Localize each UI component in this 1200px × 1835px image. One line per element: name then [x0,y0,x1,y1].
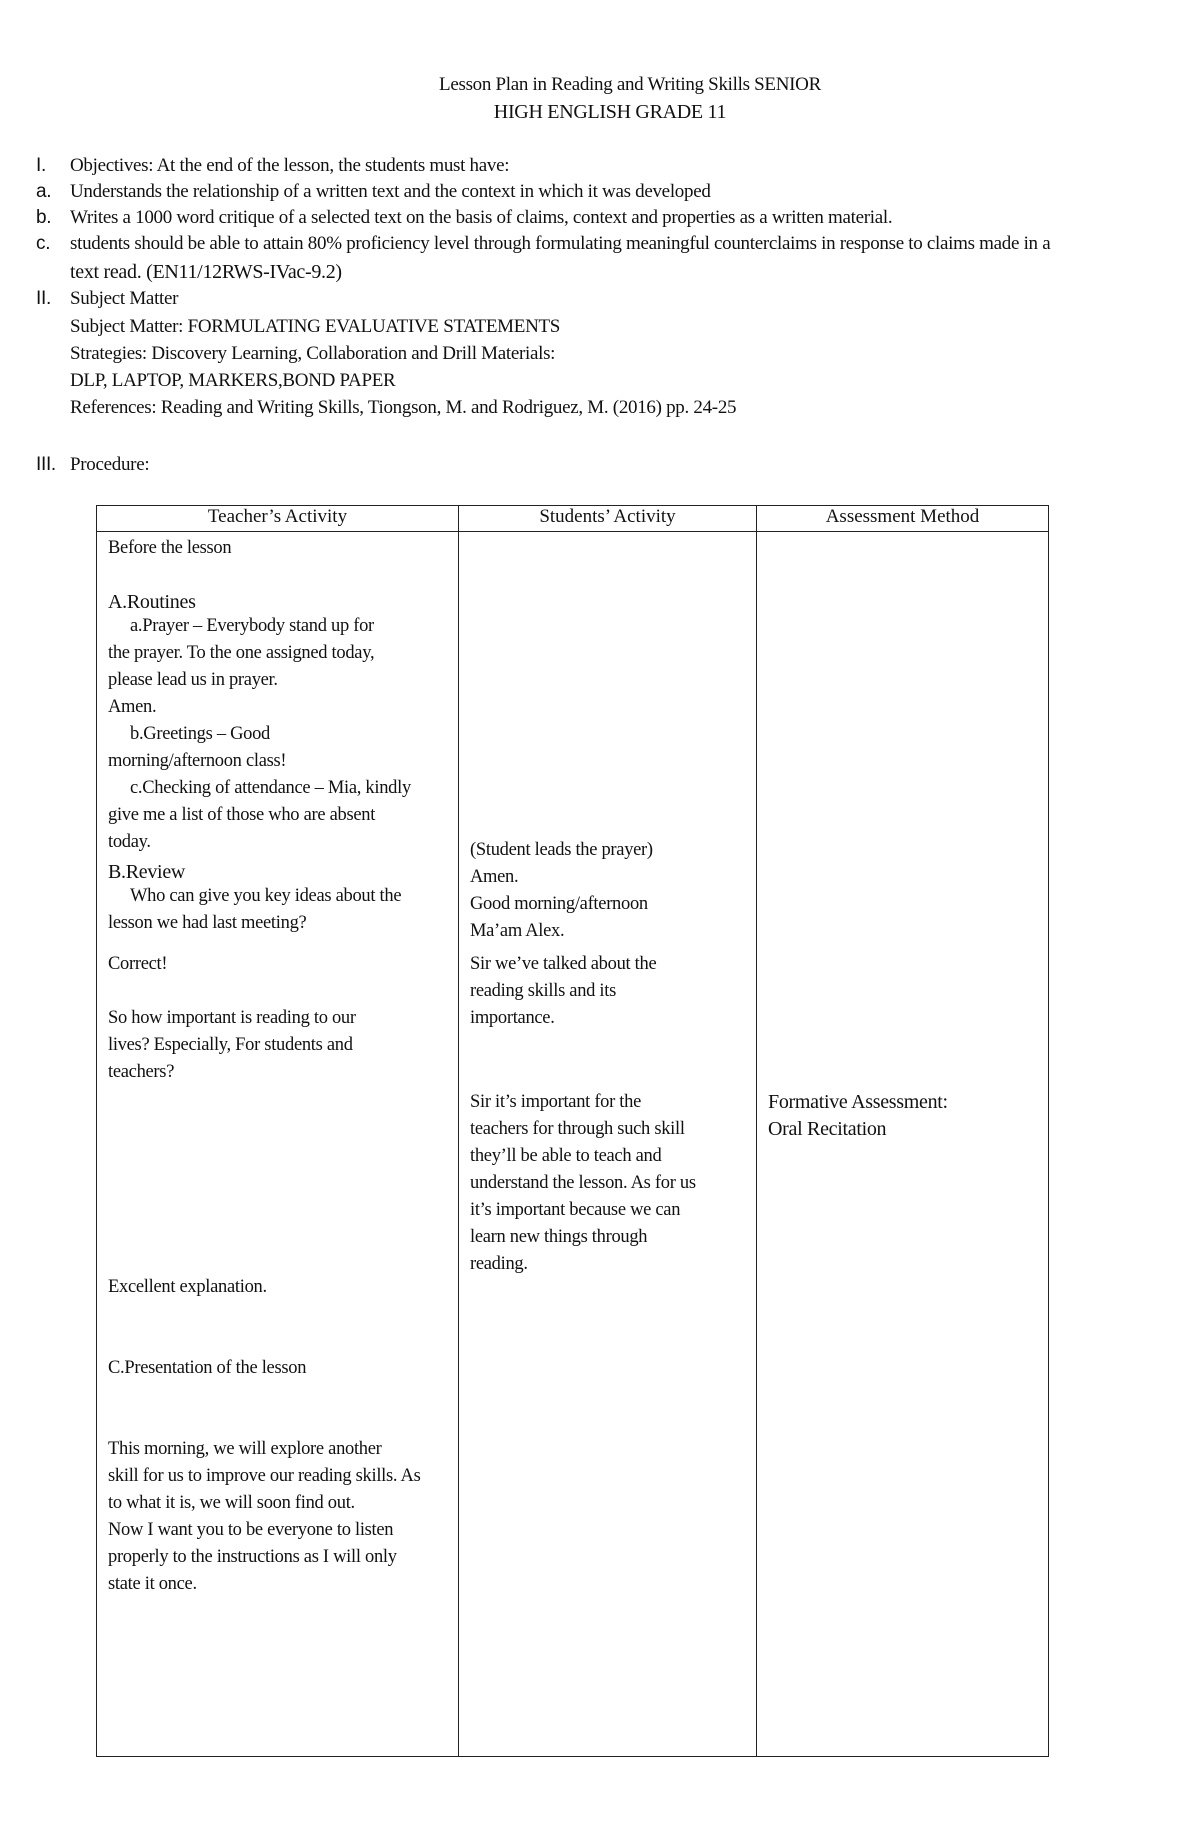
header-students-activity: Students’ Activity [459,506,757,532]
objective-item-continued: text read. (EN11/12RWS-IVac-9.2) [70,261,342,283]
routines-heading: A.Routines [108,591,196,613]
materials-line: DLP, LAPTOP, MARKERS,BOND PAPER [70,370,396,391]
teacher-activity-cell [97,532,459,1757]
morning-block: This morning, we will explore another skill for us to improve our reading skills. As to what it is, we will soon find out. [108,1439,421,1513]
importance-question: So how important is reading to our lives? Especially, For students and teachers? [108,1008,356,1082]
attendance-block: c.Checking of attendance – Mia, kindly give me a list of those who are absent today. [108,778,411,852]
procedure-heading: Procedure: [70,454,150,475]
references-line: References: Reading and Writing Skills, Tiongson, M. and Rodriguez, M. (2016) pp. 24-25 [70,397,737,418]
objective-marker: b. [36,207,52,228]
assessment-text: Formative Assessment: Oral Recitation [768,1091,948,1140]
student-review-answer: Sir we’ve talked about the reading skills and its importance. [470,954,657,1028]
presentation-heading: C.Presentation of the lesson [108,1358,307,1378]
header-teacher-activity: Teacher’s Activity [97,506,459,532]
correct-text: Correct! [108,954,168,974]
table-row [97,532,1049,1757]
excellent-text: Excellent explanation. [108,1277,267,1297]
header-assessment-method: Assessment Method [757,506,1049,532]
procedure-table [96,505,1049,1757]
prayer-block: a.Prayer – Everybody stand up for the prayer. To the one assigned today, please lead us in prayer. Amen. [108,616,375,717]
student-importance-answer: Sir it’s important for the teachers for through such skill they’ll be able to teach and understand the lesson. As for us it’s important because we can learn new things through reading. [470,1092,696,1274]
before-lesson-label: Before the lesson [108,538,232,558]
procedure-marker: III. [36,454,56,475]
strategies-line: Strategies: Discovery Learning, Collaboration and Drill Materials: [70,343,556,364]
objective-marker: c. [36,233,51,254]
title-line-2: HIGH ENGLISH GRADE 11 [493,101,727,123]
title-line-1: Lesson Plan in Reading and Writing Skills SENIOR [439,74,821,95]
greetings-block: b.Greetings – Good morning/afternoon class! [108,724,287,771]
assessment-method-cell [757,532,1049,1757]
instructions-block: Now I want you to be everyone to listen properly to the instructions as I will only state it once. [108,1520,397,1594]
review-heading: B.Review [108,861,186,883]
subject-matter-line: Subject Matter: FORMULATING EVALUATIVE STATEMENTS [70,316,561,337]
objective-item: Writes a 1000 word critique of a selected text on the basis of claims, context and properties as a written material. [70,207,893,228]
objectives-heading: Objectives: At the end of the lesson, the students must have: [70,155,510,176]
subject-matter-heading: Subject Matter [70,288,179,309]
students-activity-cell [459,532,757,1757]
objectives-marker: I. [36,155,46,176]
subject-matter-marker: II. [36,288,51,309]
objective-item: students should be able to attain 80% proficiency level through formulating meaningful counterclaims in response to claims made in a [70,233,1051,254]
table-header-row [97,506,1049,532]
objective-item: Understands the relationship of a written text and the context in which it was developed [70,181,711,202]
review-block: Who can give you key ideas about the lesson we had last meeting? [108,886,402,933]
student-prayer-response: (Student leads the prayer) Amen. Good morning/afternoon Ma’am Alex. [470,840,653,941]
objective-marker: a. [36,181,52,202]
